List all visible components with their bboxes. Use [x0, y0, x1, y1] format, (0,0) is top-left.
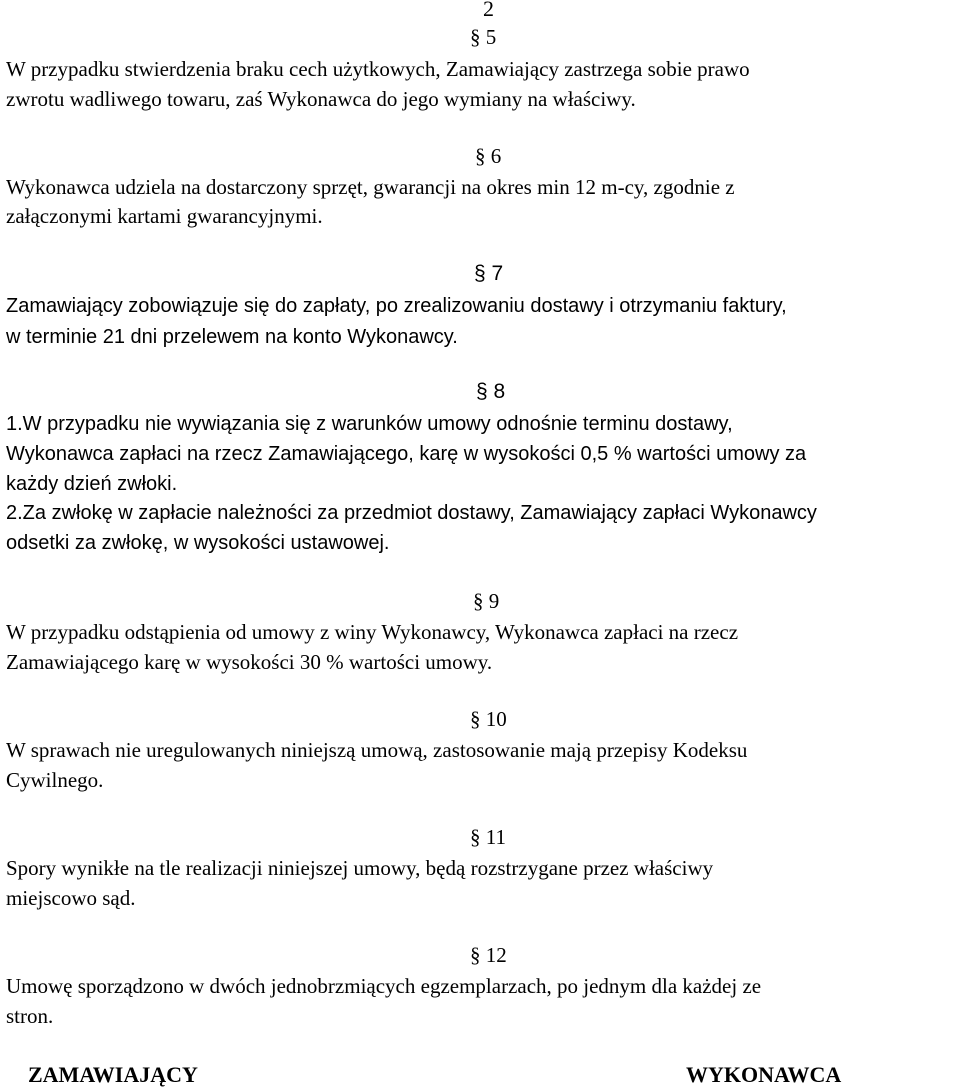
- section-6-line-2: załączonymi kartami gwarancyjnymi.: [6, 204, 323, 228]
- signature-contractor: WYKONAWCA: [686, 1062, 842, 1087]
- signature-contracting-party: ZAMAWIAJĄCY: [28, 1062, 198, 1087]
- section-7-heading: § 7: [474, 262, 504, 285]
- section-8-line-1: 1.W przypadku nie wywiązania się z warunków umowy odnośnie terminu dostawy,: [6, 413, 733, 435]
- section-7-line-1: Zamawiający zobowiązuje się do zapłaty, po zrealizowaniu dostawy i otrzymaniu faktury,: [6, 295, 787, 317]
- section-9-line-2: Zamawiającego karę w wysokości 30 % wartości umowy.: [6, 650, 493, 674]
- section-11-heading: § 11: [470, 825, 506, 849]
- section-5-line-2: zwrotu wadliwego towaru, zaś Wykonawca do jego wymiany na właściwy.: [6, 87, 636, 111]
- section-10-line-1: W sprawach nie uregulowanych niniejszą umową, zastosowanie mają przepisy Kodeksu: [6, 738, 748, 762]
- section-8-heading: § 8: [476, 380, 506, 403]
- section-11-line-2: miejscowo sąd.: [6, 886, 136, 910]
- page-number: 2: [483, 0, 494, 21]
- section-5-line-1: W przypadku stwierdzenia braku cech użytkowych, Zamawiający zastrzega sobie prawo: [6, 57, 750, 81]
- section-12-heading: § 12: [470, 943, 507, 967]
- section-7-line-2: w terminie 21 dni przelewem na konto Wykonawcy.: [6, 326, 458, 348]
- section-6-heading: § 6: [475, 144, 502, 168]
- section-10-heading: § 10: [470, 707, 507, 731]
- section-10-line-2: Cywilnego.: [6, 768, 104, 792]
- section-8-line-5: odsetki za zwłokę, w wysokości ustawowej.: [6, 532, 390, 554]
- section-11-line-1: Spory wynikłe na tle realizacji niniejszej umowy, będą rozstrzygane przez właściwy: [6, 856, 714, 880]
- section-12-line-1: Umowę sporządzono w dwóch jednobrzmiących egzemplarzach, po jednym dla każdej ze: [6, 974, 762, 998]
- section-8-line-3: każdy dzień zwłoki.: [6, 473, 178, 495]
- section-6-line-1: Wykonawca udziela na dostarczony sprzęt, gwarancji na okres min 12 m-cy, zgodnie z: [6, 175, 735, 199]
- section-8-line-4: 2.Za zwłokę w zapłacie należności za przedmiot dostawy, Zamawiający zapłaci Wykonawcy: [6, 502, 817, 524]
- section-5-heading: § 5: [470, 25, 497, 49]
- section-8-line-2: Wykonawca zapłaci na rzecz Zamawiającego, karę w wysokości 0,5 % wartości umowy za: [6, 443, 807, 465]
- section-9-line-1: W przypadku odstąpienia od umowy z winy Wykonawcy, Wykonawca zapłaci na rzecz: [6, 620, 739, 644]
- section-12-line-2: stron.: [6, 1004, 54, 1028]
- section-9-heading: § 9: [473, 589, 500, 613]
